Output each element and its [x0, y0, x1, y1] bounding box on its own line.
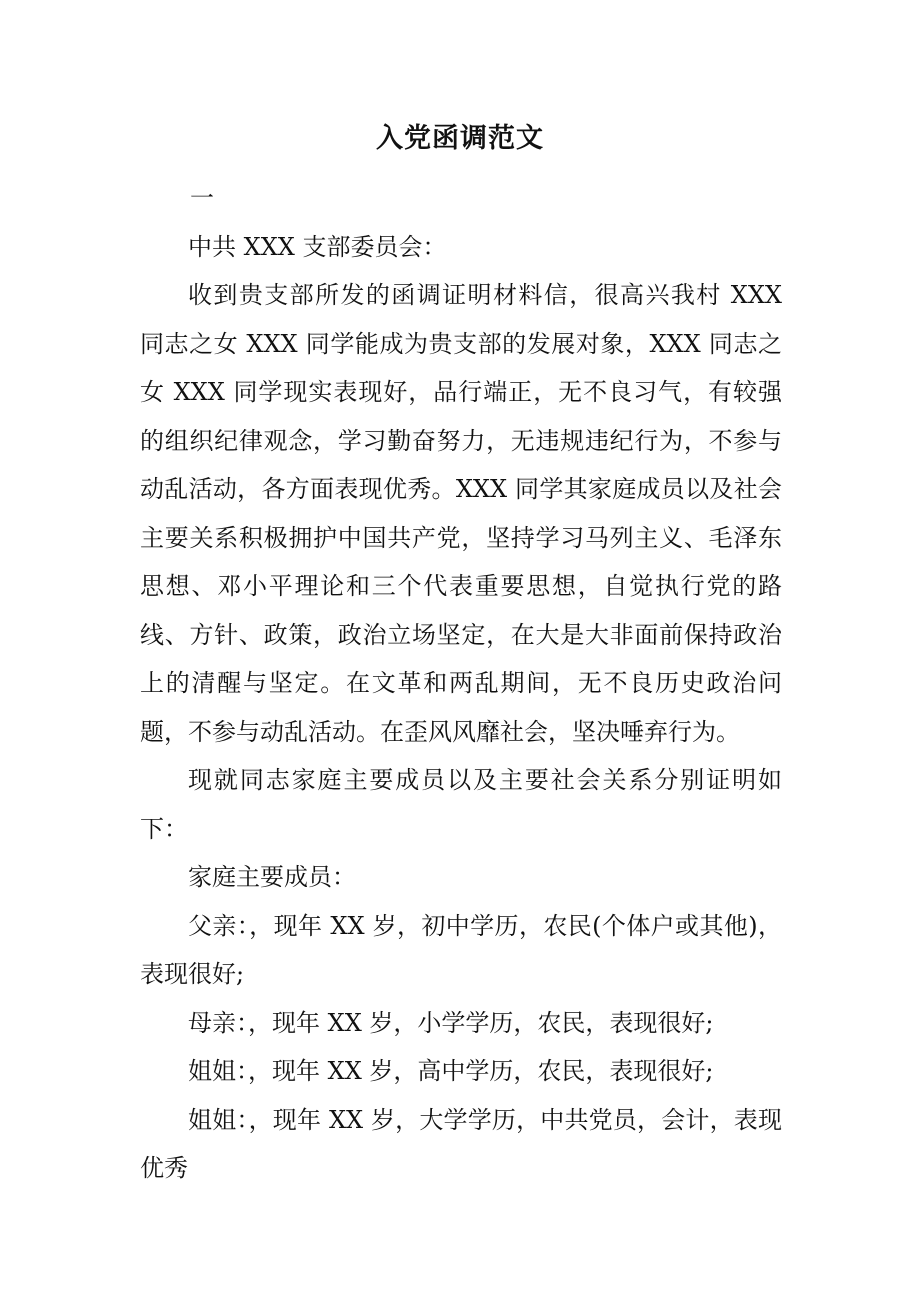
main-paragraph: 收到贵支部所发的函调证明材料信，很高兴我村 XXX 同志之女 XXX 同学能成为贵支部的发展对象，XXX 同志之女 XXX 同学现实表现好，品行端正，无不良习气，有较强的组织纪律观念，学习勤奋努力，无违规违纪行为，不参与动乱活动，各方面表现优秀。XXX 同学其家庭成员以及社会主要关系积极拥护中国共产党，坚持学习马列主义、毛泽东思想、邓小平理论和三个代表重要思想，自觉执行党的路线、方针、政策，政治立场坚定，在大是大非面前保持政治上的清醒与坚定。在文革和两乱期间，无不良历史政治问题，不参与动乱活动。在歪风风靡社会，坚决唾弃行为。	[140, 281, 782, 746]
section-marker: 一	[190, 184, 214, 212]
family-member-sister-2: 姐姐：，现年 XX 岁，大学学历，中共党员，会计，表现优秀	[140, 1105, 782, 1182]
document-body	[140, 174, 782, 1193]
intro-paragraph: 现就同志家庭主要成员以及主要社会关系分别证明如下：	[140, 766, 782, 843]
family-member-mother: 母亲：，现年 XX 岁，小学学历，农民，表现很好;	[188, 1008, 714, 1037]
family-member-father: 父亲：，现年 XX 岁，初中学历，农民(个体户或其他)，表现很好;	[140, 911, 782, 988]
salutation: 中共 XXX 支部委员会：	[188, 232, 447, 261]
document-title: 入党函调范文	[376, 123, 544, 154]
family-heading: 家庭主要成员：	[188, 863, 356, 891]
family-member-sister-1: 姐姐：，现年 XX 岁，高中学历，农民，表现很好;	[188, 1057, 714, 1085]
